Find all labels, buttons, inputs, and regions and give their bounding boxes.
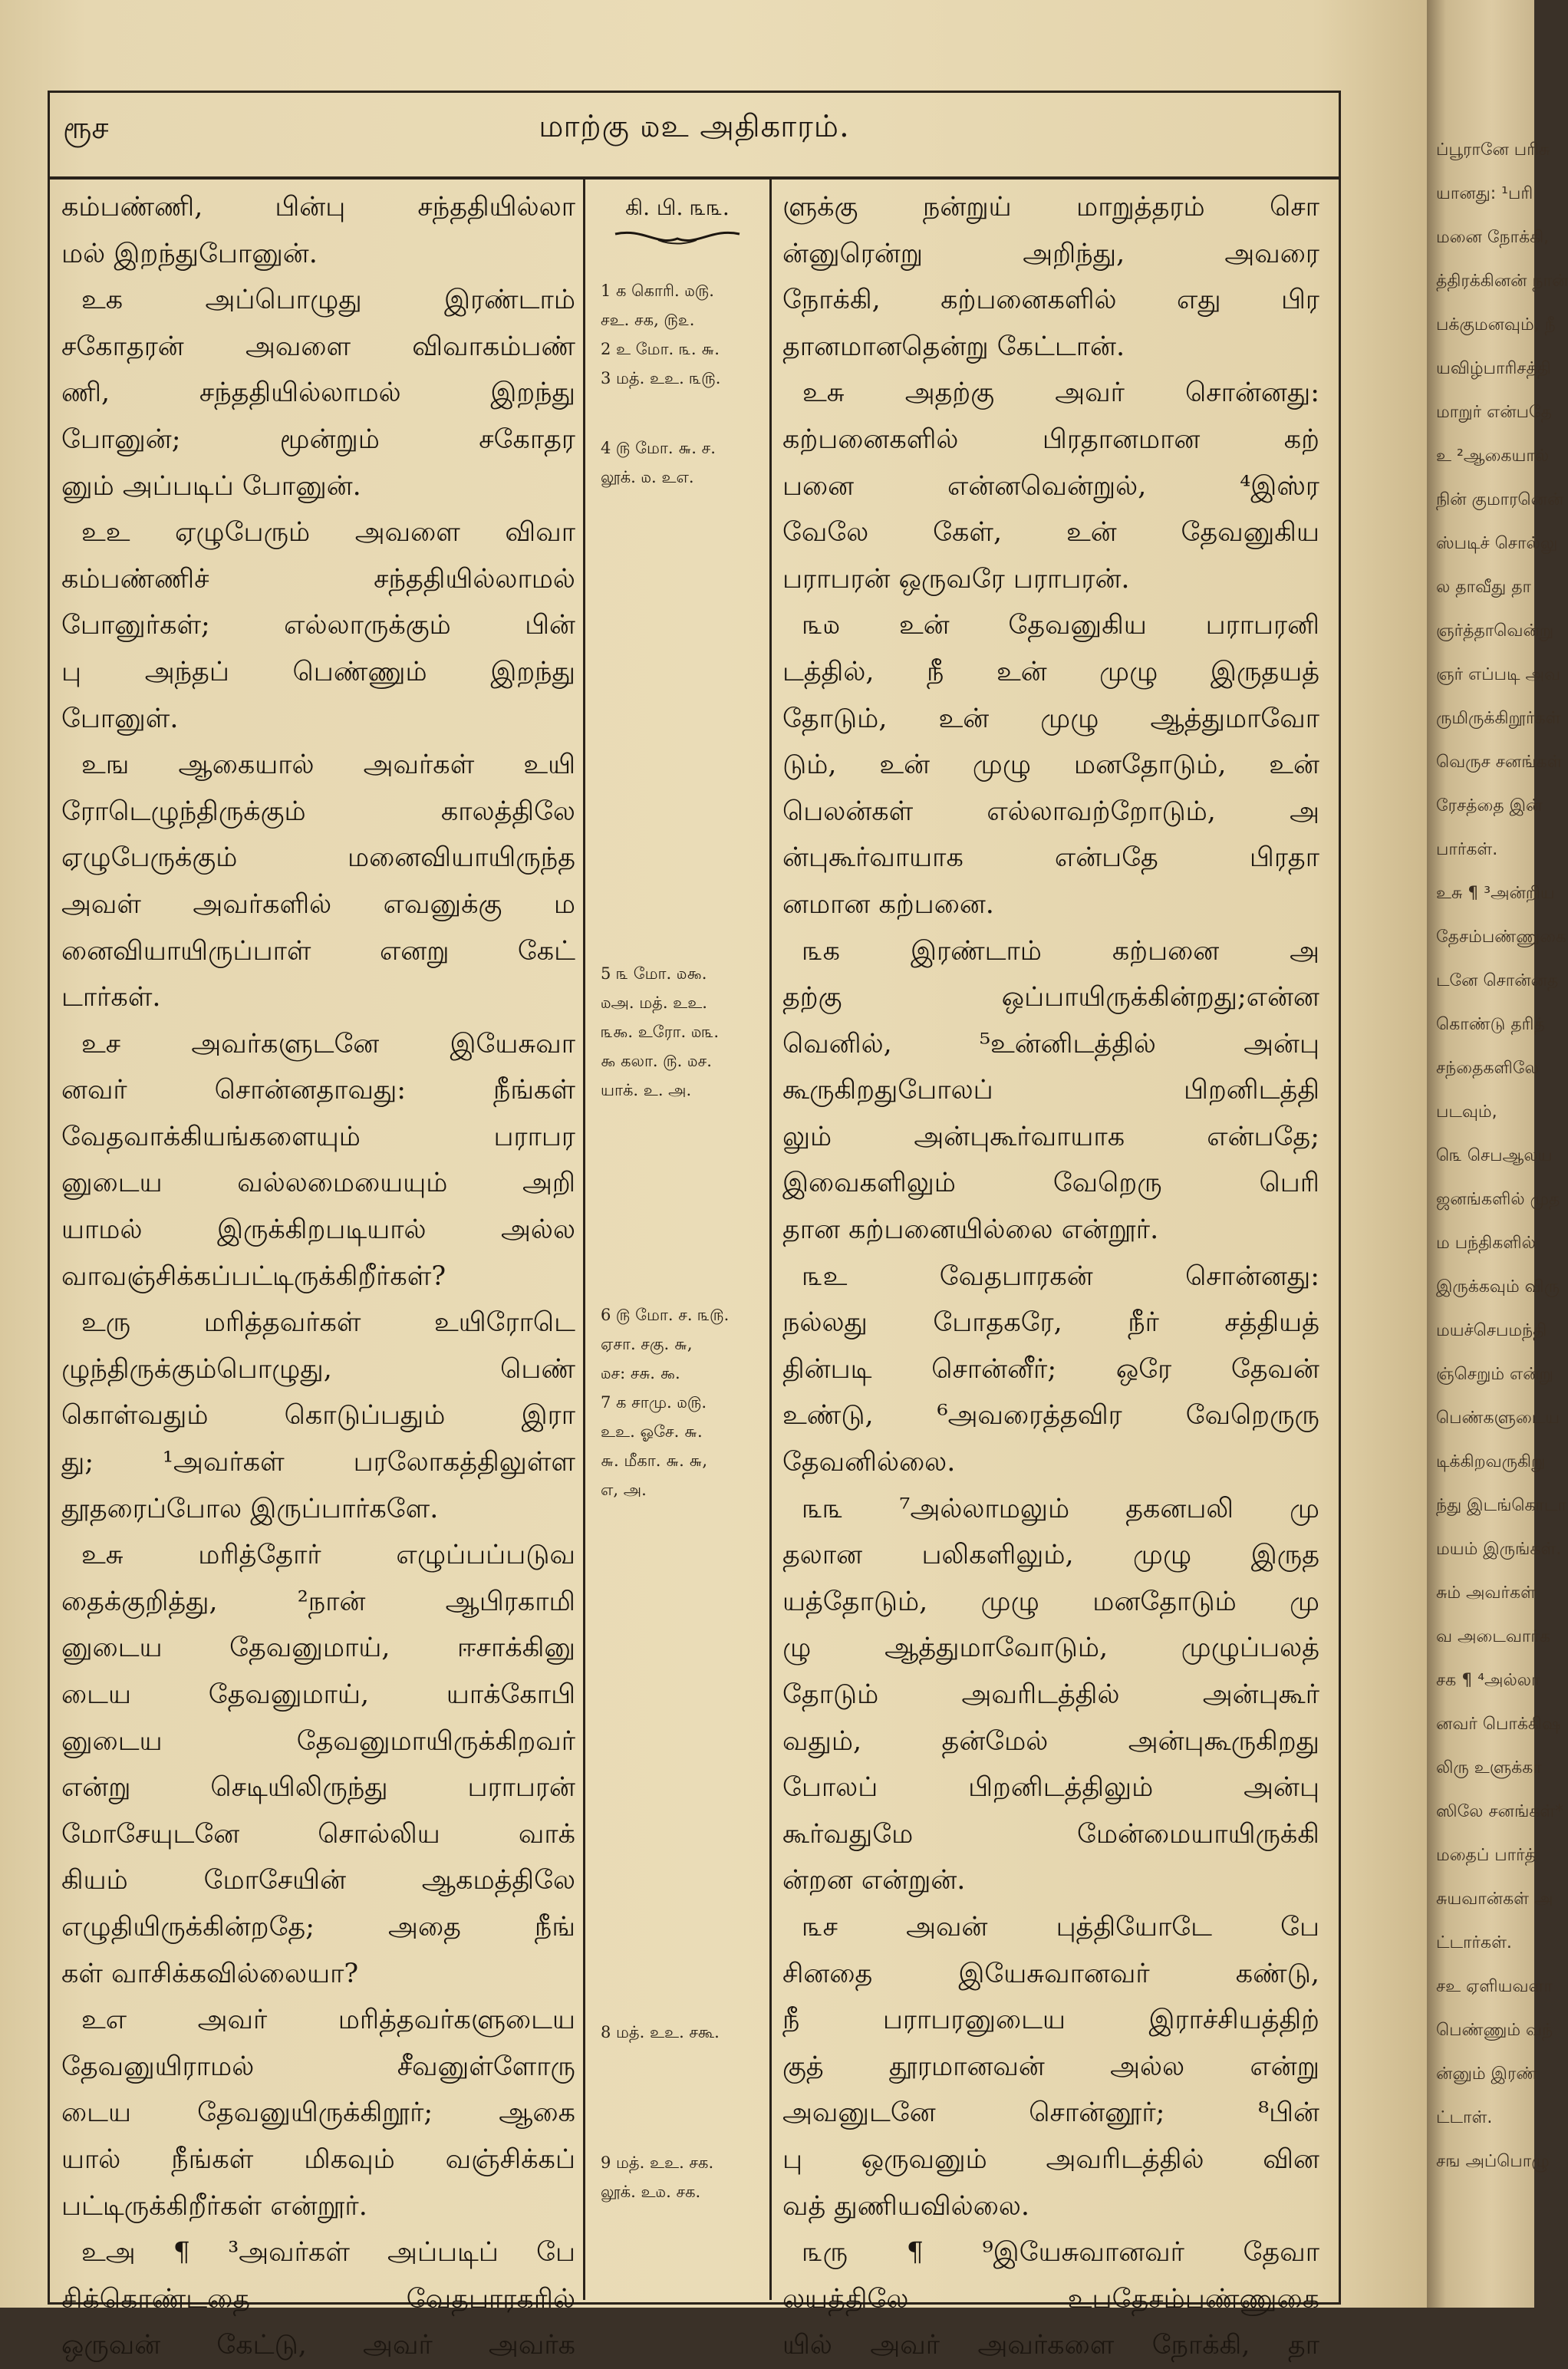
facing-page-line: படவும், [1436, 1102, 1497, 1122]
reference-line: 8 மத். உஉ. சகூ. [601, 2023, 720, 2041]
left-column-line: போனுர்கள்; எல்லாருக்கும் பின் [61, 610, 575, 641]
facing-page-line: ரேசத்தை இன் [1436, 796, 1543, 815]
left-column-line: ஏழுபேருக்கும் மனைவியாயிருந்த [61, 842, 575, 874]
facing-page-line: பெண்களுடைய [1436, 1409, 1560, 1428]
facing-page-line: சஉ ஏளியவளா [1436, 1977, 1553, 1996]
right-column-line: ன்னுரென்று அறிந்து, அவரை [782, 238, 1319, 269]
right-column-line: ன்புகூர்வாயாக என்பதே பிரதா [782, 842, 1319, 874]
left-column-line: உஎ அவர் மரித்தவர்களுடைய [81, 2005, 575, 2036]
facing-page-line: ஜனங்களில் முத [1436, 1190, 1560, 1209]
right-column-line: சினதை இயேசுவானவர் கண்டு, [782, 1958, 1319, 1989]
reference-line: யாக். உ. அ. [601, 1081, 692, 1099]
right-column-line: தானமானதென்று கேட்டான். [782, 331, 1125, 362]
page-title: மாற்கு ௰உ அதிகாரம். [539, 109, 850, 144]
flourish-ornament [612, 226, 743, 248]
left-column-line: தேவனுயிராமல் சீவனுள்ளோரு [61, 2051, 575, 2082]
left-column-line: ணி, சந்ததியில்லாமல் இறந்து [61, 377, 575, 409]
left-column-line: கள் வாசிக்கவில்லையா? [61, 1958, 359, 1989]
right-column-line: ௩உ வேதபாரகன் சொன்னது: [802, 1260, 1319, 1292]
left-column-line: என்று செடியிலிருந்து பராபரன் [61, 1772, 575, 1804]
right-column-line: பனை என்னவென்றுல், ⁴இஸ்ர [782, 470, 1319, 502]
left-column-line: தைக்குறித்து, ²நான் ஆபிரகாமி [61, 1586, 575, 1617]
reference-line: ௰ச: சசு. ௯. [601, 1364, 680, 1382]
text-column-right [782, 184, 1319, 2369]
facing-page-line: யவிழ்பாரிசத்தி [1436, 359, 1551, 378]
right-column-line: கூர்வதுமே மேன்மையாயிருக்கி [782, 1818, 1319, 1850]
facing-page-line: ந்து இடங்கொடா [1436, 1496, 1567, 1515]
facing-page-line: வ அடைவார்க [1436, 1627, 1550, 1646]
right-column-line: ௩க இரண்டாம் கற்பனை அ [802, 935, 1319, 967]
right-column-line: டத்தில், நீ உன் முழு இருதயத் [782, 656, 1319, 687]
text-column-left [61, 184, 575, 2369]
right-column-line: யில் அவர் அவர்களை நோக்கி, தா [782, 2330, 1319, 2361]
left-column-line: எழுதியிருக்கின்றதே; அதை நீங் [61, 1911, 575, 1942]
right-column-line: பு ஒருவனும் அவரிடத்தில் வின [782, 2143, 1319, 2175]
column-divider-right [769, 180, 772, 2300]
reference-line: லூக். ௰. உஎ. [601, 468, 694, 486]
facing-page-line: லிரு உளுக்கா [1436, 1758, 1542, 1778]
facing-page-line: மதைப் பார்த் [1436, 1846, 1536, 1865]
reference-line: ௩௯. உரோ. ௰௩. [601, 1023, 720, 1041]
reference-group [587, 1300, 768, 1504]
left-column-line: சிக்கொண்டதை வேதபாரகரில் [61, 2283, 575, 2315]
right-column-line: ழு ஆத்துமாவோடும், முழுப்பலத் [782, 1633, 1319, 1664]
right-column-line: கூருகிறதுபோலப் பிறனிடத்தி [782, 1075, 1319, 1106]
right-column-line: கற்பனைகளில் பிரதானமான கற் [782, 423, 1319, 455]
facing-page-line: நின் குமாரனென் [1436, 490, 1564, 509]
reference-group [587, 2018, 768, 2047]
left-column-line: உஉ ஏழுபேரும் அவளை விவா [81, 517, 575, 549]
facing-page-line: உசு ¶ ³அன்றிய [1436, 884, 1555, 903]
reference-line: லூக். உ௰. சக. [601, 2183, 701, 2201]
right-column-line: ௩௰ உன் தேவனுகிய பராபரனி [802, 610, 1319, 641]
left-column-line: உச அவர்களுடனே இயேசுவா [81, 1028, 575, 1059]
facing-page-line: ஞ்செறும் என்று [1436, 1365, 1553, 1384]
facing-page-line: ௩ெ செபஆலய [1436, 1146, 1553, 1165]
page-header [48, 91, 1341, 176]
right-column-line: வேலே கேள், உன் தேவனுகிய [782, 517, 1319, 549]
left-column-line: உசு மரித்தோர் எழுப்பப்படுவ [81, 1540, 575, 1571]
right-column-line: ௩௩ ⁷அல்லாமலும் தகனபலி மு [802, 1493, 1319, 1524]
reference-line: 3 மத். உஉ. ௩௫. [601, 369, 721, 387]
right-column-line: தோடும் அவரிடத்தில் அன்புகூர் [782, 1679, 1319, 1710]
reference-line: 9 மத். உஉ. சக. [601, 2153, 714, 2172]
reference-line: 6 ௫ மோ. ச. ௩௫. [601, 1306, 730, 1324]
reference-line: 4 ௫ மோ. ௬. ச. [601, 439, 716, 457]
left-column-line: து; ¹அவர்கள் பரலோகத்திலுள்ள [61, 1447, 575, 1478]
reference-line: 7 க சாமு. ௰௫. [601, 1393, 707, 1412]
right-column-line: அவனுடனே சொன்னூர்; ⁸பின் [782, 2097, 1319, 2129]
right-column-line: நோக்கி, கற்பனைகளில் எது பிர [782, 285, 1319, 316]
right-column-line: போலப் பிறனிடத்திலும் அன்பு [782, 1772, 1319, 1804]
facing-page-line: ன்னும் இரண் [1436, 2064, 1538, 2084]
right-column-line: லும் அன்புகூர்வாயாக என்பதே; [782, 1121, 1319, 1152]
reference-line: ௰அ. மத். உஉ. [601, 993, 707, 1012]
left-column-line: னுடைய தேவனுமாயிருக்கிறவர் [61, 1725, 575, 1757]
reference-line: சஉ. சக, ௫௨. [601, 311, 695, 329]
facing-page-line: கொண்டு தரித் [1436, 1015, 1545, 1034]
right-column-line: நல்லது போதகரே, நீர் சத்தியத் [782, 1307, 1319, 1339]
reference-line: 5 ௩ மோ. ௰௯. [601, 964, 707, 983]
left-column-line: கியம் மோசேயின் ஆகமத்திலே [61, 1865, 575, 1896]
left-column-line: உங ஆகையால் அவர்கள் உயி [81, 750, 575, 781]
facing-page-edge [1427, 0, 1568, 2308]
header-rule [48, 176, 1341, 180]
right-column-line: தோடும், உன் முழு ஆத்துமாவோ [782, 703, 1319, 734]
facing-page-line: ஸிலே சனங்கள்* [1436, 1802, 1564, 1821]
right-column-line: தற்கு ஒப்பாயிருக்கின்றது;என்ன [782, 982, 1319, 1013]
facing-page-line: ஞர்த்தாவென்று [1436, 621, 1554, 641]
right-column-line: யத்தோடும், முழு மனதோடும் மு [782, 1586, 1319, 1617]
reference-line: 2 உ மோ. ௩. ௬. [601, 340, 720, 358]
left-column-line: உஅ ¶ ³அவர்கள் அப்படிப் பே [81, 2237, 575, 2269]
facing-page-line: உ ²ஆகையால் [1436, 446, 1550, 466]
left-column-line: போனுன்; மூன்றும் சகோதர [61, 423, 575, 455]
right-column-line: னமான கற்பனை. [782, 888, 994, 920]
reference-line: எ, அ. [601, 1481, 647, 1499]
left-column-line: கம்பண்ணி, பின்பு சந்ததியில்லா [61, 192, 575, 222]
facing-page-line: வெருச சனங்கள் [1436, 753, 1563, 772]
facing-page-line: தேசம்பண்ணுகை [1436, 928, 1566, 947]
right-column-line: இவைகளிலும் வேறெரு பெரி [782, 1168, 1319, 1199]
right-column-line: பராபரன் ஒருவரே பராபரன். [782, 563, 1130, 595]
reference-group [587, 959, 768, 1105]
right-column-line: உண்டு, ⁶அவரைத்தவிர வேறெருரு [782, 1400, 1319, 1432]
right-column-line: டும், உன் முழு மனதோடும், உன் [782, 750, 1319, 781]
left-column-line: கம்பண்ணிச் சந்ததியில்லாமல் [61, 563, 575, 595]
facing-page-line: யானது: ¹பரி [1436, 184, 1533, 203]
cross-reference-column [587, 184, 768, 2201]
reference-line: ௬. மீகா. ௬. ௬, [601, 1451, 708, 1470]
right-column-line: பெலன்கள் எல்லாவற்றோடும், அ [782, 796, 1319, 827]
reference-line: 1 க கொரி. ௰௫. [601, 282, 714, 300]
left-column-line: போனுள். [61, 703, 179, 734]
column-divider-left [583, 180, 585, 2300]
right-column-line: ளுக்கு நன்றுய் மாறுத்தரம் சொ [782, 192, 1319, 222]
facing-page-line: மாறுர் என்பதே [1436, 403, 1552, 422]
left-column-line: உக அப்பொழுது இரண்டாம் [81, 285, 575, 316]
left-column-line: னும் அப்படிப் போனுன். [61, 470, 361, 502]
facing-page-line: னவர் பொக்கிஷ [1436, 1715, 1561, 1734]
reference-group [587, 433, 768, 492]
facing-page-line: சந்தைகளிலே [1436, 1059, 1539, 1078]
right-column-line: லயத்திலே உபதேசம்பண்ணுகை [782, 2283, 1319, 2315]
facing-page-line: மயச்செபமந்தி [1436, 1321, 1547, 1340]
left-column-line: அவள் அவர்களில் எவனுக்கு ம [61, 888, 575, 920]
right-column-line: நீ பராபரனுடைய இராச்சியத்திற் [782, 2005, 1319, 2036]
facing-page-line: ல தாவீது தா [1436, 578, 1532, 597]
facing-page-line: டனே சொன்னத [1436, 971, 1559, 990]
left-column-line: யால் நீங்கள் மிகவும் வஞ்சிக்கப் [61, 2143, 575, 2175]
left-column-line: யாமல் இருக்கிறபடியால் அல்ல [61, 1214, 575, 1246]
right-column-line: தேவனில்லை. [782, 1447, 956, 1478]
facing-page-line: த்திரக்கினன் நான் [1436, 272, 1568, 291]
right-column-line: வத் துணியவில்லை. [782, 2190, 1030, 2222]
left-column-line: வாவஞ்சிக்கப்பட்டிருக்கிறீர்கள்? [61, 1260, 446, 1292]
left-column-line: டார்கள். [61, 982, 161, 1013]
left-column-line: னுடைய தேவனுமாய், ஈசாக்கினு [61, 1633, 575, 1664]
left-column-line: டைய தேவனுமாய், யாக்கோபி [61, 1679, 575, 1710]
reference-group [587, 2148, 768, 2206]
facing-page-line: இருக்கவும் விரு [1436, 1277, 1560, 1297]
reference-line: உஉ. ஓசே. ௬. [601, 1422, 703, 1441]
right-column-line: உசு அதற்கு அவர் சொன்னது: [802, 377, 1319, 409]
facing-page-line: ட்டார்கள். [1436, 1933, 1512, 1952]
left-column-line: உரு மரித்தவர்கள் உயிரோடெ [81, 1307, 575, 1339]
references-heading: கி. பி. ௩௩. [625, 195, 730, 220]
right-column-line: வதும், தன்மேல் அன்புகூருகிறது [782, 1725, 1319, 1757]
left-column-line: னவர் சொன்னதாவது: நீங்கள் [61, 1075, 575, 1106]
facing-page-line: ட்டாள். [1436, 2108, 1493, 2127]
left-column-line: பட்டிருக்கிறீர்கள் என்றூர். [61, 2190, 367, 2222]
right-column-line: வெனில், ⁵உன்னிடத்தில் அன்பு [782, 1028, 1319, 1059]
reference-group [587, 276, 768, 393]
facing-page-line: சுயவான்கள் அ [1436, 1890, 1553, 1909]
facing-page-line: பார்கள். [1436, 840, 1498, 859]
left-column-line: தூதரைப்போல இருப்பார்களே. [61, 1493, 439, 1524]
left-column-line: சகோதரன் அவளை விவாகம்பண் [61, 331, 575, 362]
facing-page-line: பக்குமனவும், நீ [1436, 315, 1556, 334]
page-number: ரூச [63, 110, 109, 146]
left-column-line: வேதவாக்கியங்களையும் பராபர [61, 1121, 575, 1152]
right-column-line: ௩ரு ¶ ⁹இயேசுவானவர் தேவா [802, 2237, 1319, 2269]
facing-page-line: சங அப்பொழு [1436, 2152, 1550, 2171]
left-column-line: னுடைய வல்லமையையும் அறி [61, 1168, 575, 1199]
right-column-line: தலான பலிகளிலும், முழு இருத [782, 1540, 1319, 1571]
right-column-line: குத் தூரமானவன் அல்ல என்று [782, 2051, 1319, 2082]
facing-page-line: மயம் இருங்கள். [1436, 1540, 1562, 1559]
facing-page-line: ஞர் எப்படி அவ [1436, 665, 1561, 684]
right-column-line: ௩ச அவன் புத்தியோடே பே [802, 1911, 1319, 1942]
left-column-line: கொள்வதும் கொடுப்பதும் இரா [61, 1400, 575, 1432]
facing-page-line: ப்பூரானே பரிசு [1436, 140, 1550, 160]
reference-line: ௯ கலா. ௫. ௰ச. [601, 1052, 712, 1070]
left-column-line: மல் இறந்துபோனுன். [61, 238, 318, 269]
facing-page-line: டிக்கிறவருகிறு [1436, 1452, 1546, 1471]
right-column-line: தின்படி சொன்னீர்; ஒரே தேவன் [782, 1353, 1319, 1385]
left-column-line: னைவியாயிருப்பாள் எனறு கேட் [61, 935, 575, 967]
left-column-line: மோசேயுடனே சொல்லிய வாக் [61, 1818, 575, 1850]
facing-page-line: ம பந்திகளில் [1436, 1234, 1536, 1253]
facing-page-line: ருமிருக்கிறூர்கள் [1436, 709, 1561, 728]
left-column-line: ழுந்திருக்கும்பொழுது, பெண் [61, 1353, 575, 1385]
left-column-line: பு அந்தப் பெண்ணும் இறந்து [61, 656, 575, 687]
right-column-line: ன்றன என்றுன். [782, 1865, 966, 1896]
left-column-line: ஒருவன் கேட்டு, அவர் அவர்க [61, 2330, 575, 2361]
facing-page-line: சும் அவர்கள் [1436, 1583, 1536, 1603]
right-column-line: தான கற்பனையில்லை என்றூர். [782, 1214, 1159, 1246]
facing-page-line: சக ¶ ⁴அல்லா [1436, 1671, 1540, 1690]
facing-page-line: ஸ்படிச் சொல்லு [1436, 534, 1558, 553]
facing-page-line: பெண்ணும் வந் [1436, 2021, 1553, 2040]
left-column-line: டைய தேவனுயிருக்கிறூர்; ஆகை [61, 2097, 575, 2129]
left-column-line: ரோடெழுந்திருக்கும் காலத்திலே [61, 796, 575, 827]
reference-line: ஏசா. சகு. ௬, [601, 1335, 693, 1353]
facing-page-line: மனை நோக்கி, [1436, 228, 1550, 247]
